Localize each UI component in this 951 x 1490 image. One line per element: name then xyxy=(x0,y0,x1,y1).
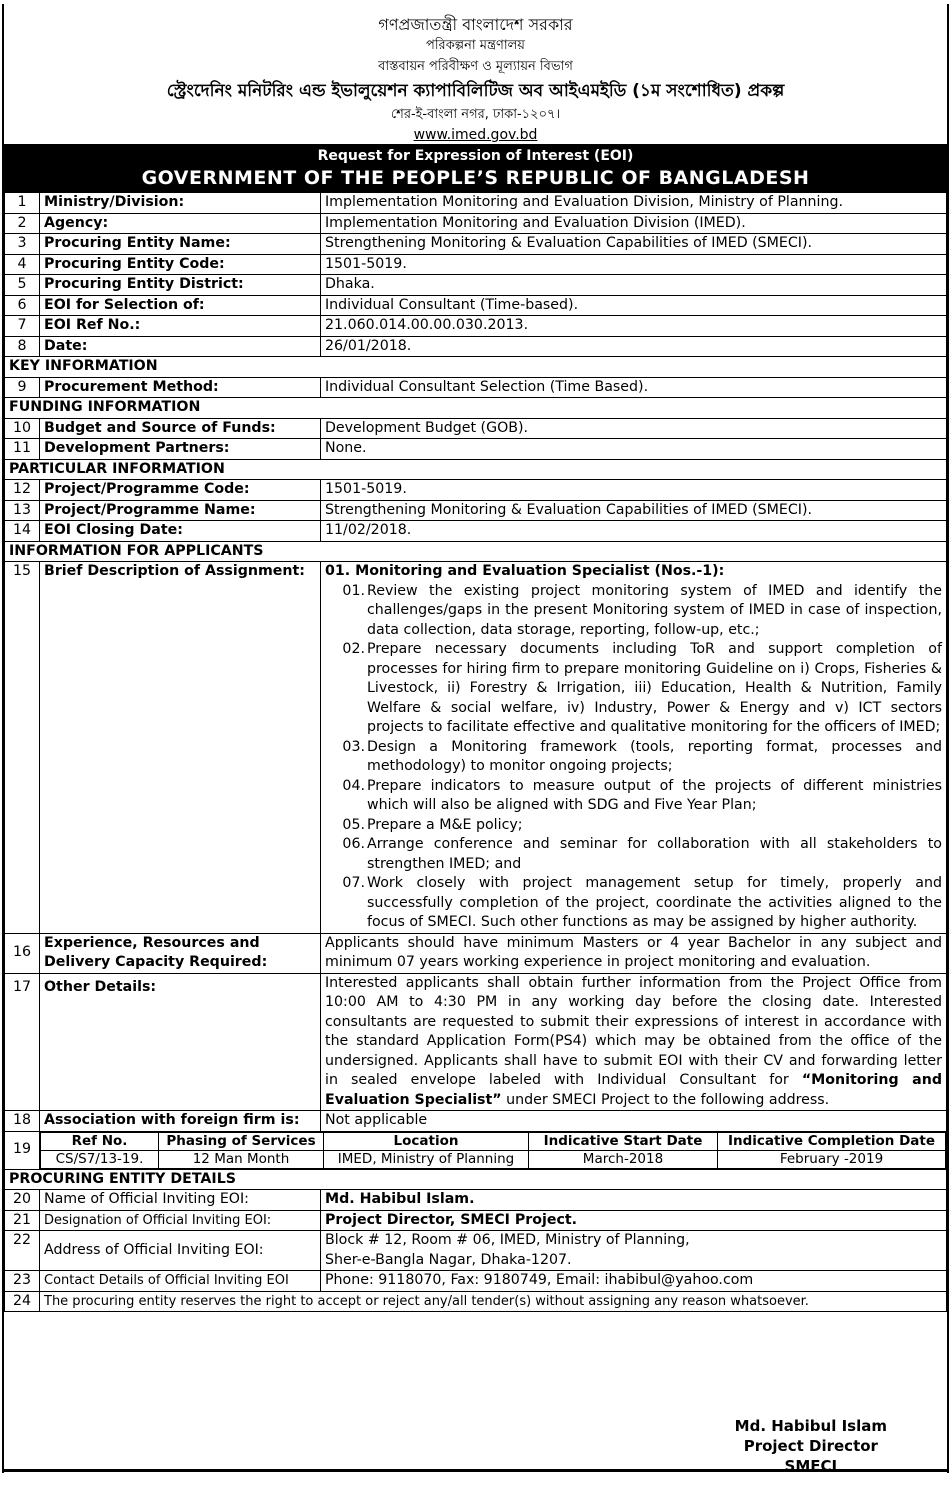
section-funding-information: FUNDING INFORMATION xyxy=(5,398,947,419)
row-label: Designation of Official Inviting EOI: xyxy=(40,1210,321,1231)
row-label: Address of Official Inviting EOI: xyxy=(40,1231,321,1271)
section-particular-information: PARTICULAR INFORMATION xyxy=(5,459,947,480)
table-row xyxy=(5,193,947,214)
row-number: 8 xyxy=(5,336,40,357)
row-label: Project/Programme Name: xyxy=(40,500,321,521)
header-location: Location xyxy=(324,1132,529,1150)
table-row xyxy=(5,1111,947,1132)
row-number: 5 xyxy=(5,275,40,296)
row-value: 11/02/2018. xyxy=(321,521,947,542)
letterhead xyxy=(4,4,947,144)
row-label: EOI Closing Date: xyxy=(40,521,321,542)
row-number: 22 xyxy=(5,1231,40,1271)
row-label: Procurement Method: xyxy=(40,377,321,398)
row-label: Procuring Entity Name: xyxy=(40,234,321,255)
row-label: Date: xyxy=(40,336,321,357)
table-row xyxy=(5,316,947,337)
assignment-title: 01. Monitoring and Evaluation Specialist (Nos.-1): xyxy=(325,563,725,579)
table-row xyxy=(5,973,947,1111)
header-completion-date: Indicative Completion Date xyxy=(718,1132,946,1150)
table-row xyxy=(5,1271,947,1292)
row-value: 1501-5019. xyxy=(321,254,947,275)
section-procuring-entity-details: PROCURING ENTITY DETAILS xyxy=(5,1169,947,1190)
row-value: Implementation Monitoring and Evaluation Division, Ministry of Planning. xyxy=(321,193,947,214)
row-number: 1 xyxy=(5,193,40,214)
task-text: Prepare a M&E policy; xyxy=(367,816,523,833)
govt-title: GOVERNMENT OF THE PEOPLE’S REPUBLIC OF BANGLADESH xyxy=(141,167,810,189)
section-row xyxy=(5,459,947,480)
header-ref-no: Ref No. xyxy=(41,1132,159,1150)
task-item xyxy=(325,777,942,816)
row-number: 23 xyxy=(5,1271,40,1292)
task-item xyxy=(325,738,942,777)
row-value: 1501-5019. xyxy=(321,480,947,501)
table-row xyxy=(5,418,947,439)
row-number: 4 xyxy=(5,254,40,275)
table-row xyxy=(5,1231,947,1271)
task-text: Arrange conference and seminar for collaboration with all stakeholders to strengthen IMED; and xyxy=(367,836,942,872)
website-link[interactable]: www.imed.gov.bd xyxy=(413,127,538,143)
row-number: 16 xyxy=(5,933,40,973)
row-label: Experience, Resources and Delivery Capacity Required: xyxy=(40,933,321,973)
table-row xyxy=(5,439,947,460)
task-text: Design a Monitoring framework (tools, reporting format, processes and methodology) to monitor ongoing projects; xyxy=(367,738,942,774)
section-row xyxy=(5,1169,947,1190)
table-row xyxy=(5,521,947,542)
phasing-data-row xyxy=(41,1150,946,1168)
section-row xyxy=(5,357,947,378)
ministry-bangla: পরিকল্পনা মন্ত্রণালয় xyxy=(426,38,525,53)
row-value xyxy=(321,1231,947,1271)
row-value: Not applicable xyxy=(321,1111,947,1132)
ref-no-value: CS/S7/13-19. xyxy=(41,1150,159,1168)
table-row xyxy=(5,1190,947,1211)
address-line-2: Sher-e-Bangla Nagar, Dhaka-1207. xyxy=(325,1251,572,1268)
signatory-name: Md. Habibul Islam xyxy=(734,1417,887,1435)
row-label: Procuring Entity Code: xyxy=(40,254,321,275)
table-row xyxy=(5,254,947,275)
row-value: Strengthening Monitoring & Evaluation Capabilities of IMED (SMECI). xyxy=(321,234,947,255)
task-text: Work closely with project management setup for timely, properly and successfully completion of the project, coordinate the activities aligned to the focus of SMECI. Such other functions as may be assigned by higher authority. xyxy=(367,875,942,930)
row-number: 15 xyxy=(5,562,40,934)
row-label: Other Details: xyxy=(40,973,321,1111)
signatory-title: Project Director xyxy=(743,1437,878,1455)
table-row xyxy=(5,480,947,501)
other-details-text-end: under SMECI Project to the following address. xyxy=(501,1091,830,1108)
row-value: Project Director, SMECI Project. xyxy=(321,1210,947,1231)
task-number: 02. xyxy=(342,641,365,657)
govt-name-bangla: গণপ্রজাতন্ত্রী বাংলাদেশ সরকার xyxy=(378,15,573,34)
row-label: Procuring Entity District: xyxy=(40,275,321,296)
row-value: Dhaka. xyxy=(321,275,947,296)
task-item xyxy=(325,816,942,836)
table-row xyxy=(5,1131,947,1169)
eoi-subtitle: Request for Expression of Interest (EOI) xyxy=(317,148,634,164)
row-label: Development Partners: xyxy=(40,439,321,460)
task-list xyxy=(325,582,942,933)
row-label: EOI Ref No.: xyxy=(40,316,321,337)
table-row xyxy=(5,933,947,973)
header-start-date: Indicative Start Date xyxy=(529,1132,718,1150)
row-label: Name of Official Inviting EOI: xyxy=(40,1190,321,1211)
row-value: Individual Consultant (Time-based). xyxy=(321,295,947,316)
address-bangla: শের-ই-বাংলা নগর, ঢাকা-১২০৭। xyxy=(390,107,561,122)
eoi-table xyxy=(4,192,947,1312)
start-date-value: March-2018 xyxy=(529,1150,718,1168)
task-text: Review the existing project monitoring system of IMED and identify the challenges/gaps in the present Monitoring system of IMED in case of inspection, data collection, data storage, reporting, follow-up, etc.; xyxy=(367,582,942,638)
division-bangla: বাস্তবায়ন পরিবীক্ষণ ও মূল্যায়ন বিভাগ xyxy=(378,59,573,74)
row-label: EOI for Selection of: xyxy=(40,295,321,316)
row-value: Development Budget (GOB). xyxy=(321,418,947,439)
row-value: None. xyxy=(321,439,947,460)
row-value: Md. Habibul Islam. xyxy=(321,1190,947,1211)
task-number: 05. xyxy=(342,816,365,833)
signature-block xyxy=(735,1416,887,1476)
row-label: Project/Programme Code: xyxy=(40,480,321,501)
signatory-org: SMECI xyxy=(784,1457,838,1475)
table-row xyxy=(5,1210,947,1231)
row-value xyxy=(321,973,947,1111)
task-number: 04. xyxy=(342,777,365,794)
row-number: 6 xyxy=(5,295,40,316)
task-number: 03. xyxy=(342,738,365,755)
section-row xyxy=(5,541,947,562)
table-row xyxy=(5,234,947,255)
row-value: Applicants should have minimum Masters or 4 year Bachelor in any subject and minimum 07 years working experience in project monitoring and evaluation. xyxy=(321,933,947,973)
table-row xyxy=(5,377,947,398)
task-number: 07. xyxy=(342,875,365,891)
phasing-cell xyxy=(40,1131,947,1169)
task-item xyxy=(325,835,942,874)
row-number: 19 xyxy=(5,1131,40,1169)
other-details-emphasis: “Monitoring and Evaluation Specialist” xyxy=(325,1072,942,1108)
title-band xyxy=(4,144,947,192)
row-number: 7 xyxy=(5,316,40,337)
row-number: 10 xyxy=(5,418,40,439)
row-number: 12 xyxy=(5,480,40,501)
table-row xyxy=(5,500,947,521)
task-text: Prepare necessary documents including ToR and support completion of processes for hiring firm to prepare monitoring Guideline on i) Crops, Fisheries & Livestock, ii) Forestry & Irrigation, iii) Education, Health & Nutrition, Family Welfare & social welfare, iv) Industry, Power & Energy and v) ICT sectors projects to facilitate effective and qualitative monitoring for the officers of IMED; xyxy=(367,641,942,735)
header-phasing: Phasing of Services xyxy=(159,1132,324,1150)
row-value: Individual Consultant Selection (Time Based). xyxy=(321,377,947,398)
eoi-notice xyxy=(2,4,949,1473)
row-number: 21 xyxy=(5,1210,40,1231)
section-row xyxy=(5,398,947,419)
row-number: 14 xyxy=(5,521,40,542)
row-number: 2 xyxy=(5,213,40,234)
section-key-information: KEY INFORMATION xyxy=(5,357,947,378)
phasing-value: 12 Man Month xyxy=(159,1150,324,1168)
table-row xyxy=(5,562,947,934)
row-number: 11 xyxy=(5,439,40,460)
row-value: 21.060.014.00.00.030.2013. xyxy=(321,316,947,337)
row-label: Association with foreign firm is: xyxy=(40,1111,321,1132)
disclaimer-text: The procuring entity reserves the right to accept or reject any/all tender(s) without assigning any reason whatsoever. xyxy=(40,1291,947,1312)
task-item xyxy=(325,874,942,933)
table-row xyxy=(5,1291,947,1312)
row-label: Contact Details of Official Inviting EOI xyxy=(40,1271,321,1292)
row-value: Implementation Monitoring and Evaluation Division (IMED). xyxy=(321,213,947,234)
project-name-bangla: স্ট্রেংদেনিং মনিটরিং এন্ড ইভালুয়েশন ক্যাপাবিলিটিজ অব আইএমইডি (১ম সংশোধিত) প্রকল্প xyxy=(166,81,785,101)
row-label: Agency: xyxy=(40,213,321,234)
table-row xyxy=(5,213,947,234)
row-number: 3 xyxy=(5,234,40,255)
table-row xyxy=(5,336,947,357)
table-row xyxy=(5,275,947,296)
row-number: 17 xyxy=(5,973,40,1111)
row-label: Budget and Source of Funds: xyxy=(40,418,321,439)
address-line-1: Block # 12, Room # 06, IMED, Ministry of Planning, xyxy=(325,1232,690,1248)
task-text: Prepare indicators to measure output of the projects of different ministries which will also be aligned with SDG and Five Year Plan; xyxy=(367,777,942,813)
assignment-description xyxy=(321,562,947,934)
row-label: Brief Description of Assignment: xyxy=(40,562,321,934)
row-number: 24 xyxy=(5,1291,40,1312)
location-value: IMED, Ministry of Planning xyxy=(324,1150,529,1168)
row-value: Strengthening Monitoring & Evaluation Capabilities of IMED (SMECI). xyxy=(321,500,947,521)
row-number: 20 xyxy=(5,1190,40,1211)
bottom-rule xyxy=(4,1469,947,1472)
completion-date-value: February -2019 xyxy=(718,1150,946,1168)
phasing-table xyxy=(40,1132,946,1169)
row-value: 26/01/2018. xyxy=(321,336,947,357)
row-number: 13 xyxy=(5,500,40,521)
row-value: Phone: 9118070, Fax: 9180749, Email: ihabibul@yahoo.com xyxy=(321,1271,947,1292)
other-details-text: Interested applicants shall obtain further information from the Project Office from 10:00 AM to 4:30 PM in any working day before the closing date. Interested consultants are requested to submit their expressions of interest in accordance with the standard Application Form(PS4) which may be obtained from the office of the undersigned. Applicants shall have to submit EOI with their CV and forwarding letter in sealed envelope labeled with Individual Consultant for xyxy=(325,974,942,1088)
phasing-header-row xyxy=(41,1132,946,1150)
section-information-for-applicants: INFORMATION FOR APPLICANTS xyxy=(5,541,947,562)
task-number: 01. xyxy=(342,582,365,599)
table-row xyxy=(5,295,947,316)
task-number: 06. xyxy=(342,836,365,852)
row-number: 18 xyxy=(5,1111,40,1132)
task-item xyxy=(325,640,942,738)
row-number: 9 xyxy=(5,377,40,398)
task-item xyxy=(325,582,942,641)
row-label: Ministry/Division: xyxy=(40,193,321,214)
